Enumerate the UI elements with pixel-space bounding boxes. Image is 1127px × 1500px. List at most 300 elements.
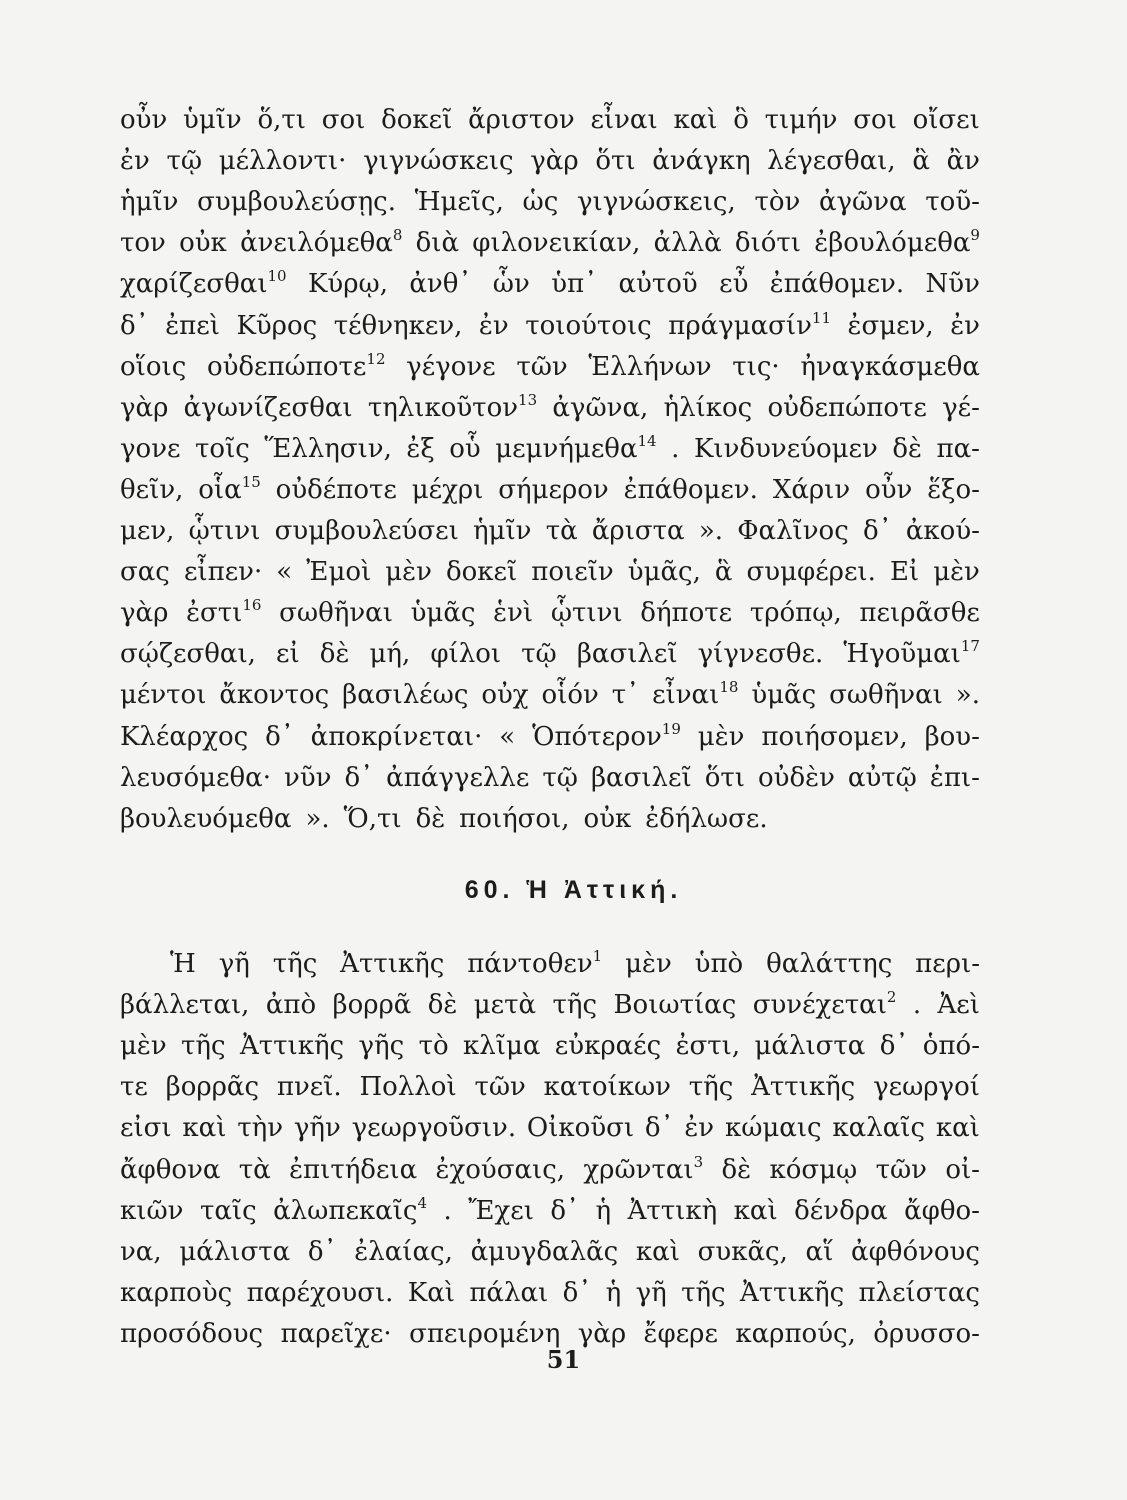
word: [936, 1108, 980, 1148]
word: [577, 634, 678, 674]
word: [474, 1067, 525, 1107]
word-text: ἀλωπεκαῖς: [273, 1195, 418, 1226]
word: [344, 758, 373, 798]
word-text: συνέχεται: [752, 990, 887, 1021]
word-text: πλείστας: [858, 1277, 980, 1308]
word: [950, 306, 980, 346]
text-line: [120, 223, 980, 263]
word-text: μή,: [369, 639, 411, 670]
word: [735, 223, 801, 263]
text-line: [120, 593, 980, 633]
word: [652, 675, 738, 715]
word: [544, 1067, 671, 1107]
word: [240, 223, 402, 263]
word: [698, 717, 745, 757]
word-text: ὑμᾶς,: [627, 557, 701, 588]
text-line: [120, 717, 980, 757]
word: [340, 944, 444, 984]
word: [767, 388, 926, 428]
word: [550, 1191, 579, 1231]
word: [266, 985, 316, 1025]
word-text: ἡμῖν: [472, 516, 532, 546]
text-line: [120, 511, 980, 551]
text-line: [120, 470, 980, 510]
text-line: [120, 799, 980, 839]
word: [761, 717, 907, 757]
word-text: τε: [120, 1072, 148, 1103]
word: [873, 1067, 980, 1107]
word-text: ταῖς: [199, 1195, 257, 1226]
word: [747, 552, 876, 592]
word-text: πνεῖ.: [276, 1072, 342, 1103]
text-line: [120, 1232, 980, 1272]
word-text: λέγεσθαι,: [767, 146, 896, 177]
text-line: [120, 1273, 980, 1313]
word: [493, 264, 530, 304]
text-line: [120, 264, 980, 304]
word: [705, 758, 745, 798]
word-text: οὐδέποτε: [275, 474, 397, 505]
word-text: ».: [698, 516, 723, 546]
word: [751, 1067, 855, 1107]
word-text: πάντοθεν: [467, 949, 593, 979]
word-text: ἐλαίας,: [354, 1236, 453, 1267]
word-text: Ὁπότερον: [532, 721, 662, 752]
word-text: ἃ: [714, 557, 733, 588]
word: [624, 470, 758, 510]
word-text: δοκεῖ: [446, 557, 518, 588]
word-text: ἀγωνίζεσθαι: [183, 392, 353, 423]
word-text: γονε: [120, 433, 181, 464]
word-text: μέντοι: [120, 680, 207, 711]
word: [542, 758, 578, 798]
word: [923, 1026, 980, 1066]
word: [625, 944, 672, 984]
word: [947, 141, 980, 181]
word: [913, 985, 921, 1025]
word: [800, 347, 980, 387]
word-text: Ὅ,τι: [343, 803, 402, 834]
word: [120, 552, 170, 592]
word-text: τηλικοῦτον: [367, 392, 519, 423]
word: [186, 593, 261, 633]
word-text: μέχρι: [411, 474, 484, 505]
word: [937, 429, 980, 469]
word-text: να,: [120, 1236, 162, 1267]
text-line: [120, 141, 980, 181]
word: [750, 593, 842, 633]
word: [859, 1273, 980, 1313]
word: [184, 388, 353, 428]
word: [294, 1108, 341, 1148]
word: [942, 388, 980, 428]
word-text: ἐπιτήδεια: [289, 1154, 418, 1185]
word-text: ἐχούσαις,: [435, 1154, 566, 1185]
word-text: αὐτοῦ: [618, 269, 698, 300]
word-text: δ᾽: [863, 516, 892, 546]
word-text: δ᾽: [550, 1195, 580, 1226]
word-text: ᾧτινι: [188, 516, 261, 546]
word-text: Ἑλλήνων: [588, 351, 712, 382]
word-text: ἡμῖν: [120, 187, 179, 218]
word-text: δὲ: [721, 1154, 752, 1185]
word-text: τὴν: [237, 1113, 284, 1144]
word-text: τῆς: [681, 1277, 726, 1308]
word-text: γιγνώσκεις,: [576, 187, 736, 218]
word-text: Ἡ: [170, 949, 196, 979]
word: [725, 1108, 822, 1148]
word: [240, 1026, 344, 1066]
word: [765, 100, 838, 140]
word-text: ποιήσομεν,: [761, 721, 908, 752]
word: [120, 511, 174, 551]
text-line: [120, 1067, 980, 1107]
word-text: συμβουλεύσει: [274, 516, 459, 546]
word-text: εὐκραές: [554, 1031, 662, 1062]
word-text: προσόδους: [120, 1318, 264, 1349]
word: [179, 1232, 290, 1272]
word-text: σῴζεσθαι,: [120, 639, 256, 670]
word: [652, 141, 750, 181]
word-text: βάλλεται,: [120, 990, 250, 1021]
word: [628, 552, 701, 592]
word: [219, 675, 329, 715]
word-text: οὐδεπώποτε: [767, 392, 927, 423]
word-text: δ᾽: [120, 310, 149, 341]
word: [120, 1150, 220, 1190]
word-text: ἀπάγγελλε: [386, 762, 530, 793]
word-text: πάλαι: [469, 1277, 549, 1308]
word: [120, 306, 149, 346]
word: [363, 141, 514, 181]
word: [284, 758, 331, 798]
word-text: τοῖς: [195, 433, 250, 464]
word-text: .: [443, 1195, 452, 1226]
word: [915, 944, 980, 984]
word: [406, 347, 495, 387]
word: [859, 593, 979, 633]
word-text: γὰρ: [577, 1318, 627, 1349]
word: [495, 429, 656, 469]
word: [664, 388, 753, 428]
word-text: τ᾽: [611, 680, 640, 711]
word: [596, 1191, 612, 1231]
word: [769, 1150, 857, 1190]
word-text: βορρᾶ: [332, 990, 412, 1021]
text-line: [120, 634, 980, 674]
word-text: χαρίζεσθαι: [120, 269, 268, 300]
word-text: συκᾶς,: [697, 1236, 788, 1267]
word: [430, 634, 501, 674]
word-text: ἐστι: [186, 598, 243, 629]
word: [467, 944, 602, 984]
word-text: Οἰκοῦσι: [526, 1113, 635, 1144]
word: [419, 1026, 449, 1066]
footnote-marker: 19: [661, 719, 681, 738]
word-text: δοκεῖ: [381, 105, 453, 135]
word-text: πα-: [936, 433, 980, 464]
word-text: δὲ: [427, 990, 458, 1021]
word-text: ὡς: [522, 187, 559, 218]
text-line: [120, 1108, 980, 1148]
word-text: ἐν: [684, 1113, 715, 1144]
word-text: φίλοι: [430, 639, 502, 670]
word: [179, 223, 227, 263]
word-text: Ἐμοὶ: [306, 557, 372, 588]
word-text: παρεῖχε·: [280, 1318, 392, 1349]
word-text: ἡ: [605, 1277, 622, 1308]
word: [468, 1191, 534, 1231]
word-text: σοι: [853, 105, 897, 135]
word-text: Νῦν: [925, 269, 980, 300]
word: [584, 799, 632, 839]
word: [577, 182, 736, 222]
word-text: τοῦ-: [925, 187, 980, 218]
word-text: τῷ: [166, 146, 203, 177]
word: [945, 1150, 980, 1190]
word: [499, 717, 515, 757]
word: [468, 100, 575, 140]
word-text: Κῦρος: [236, 310, 318, 341]
word: [636, 1232, 680, 1272]
word: [563, 1273, 592, 1313]
word: [628, 1191, 718, 1231]
word-text: ἄριστον: [468, 105, 575, 135]
word-text: δ᾽: [344, 762, 374, 793]
word: [472, 223, 640, 263]
word: [890, 552, 919, 592]
word-text: σωθῆναι: [279, 598, 393, 629]
word-text: σήμερον: [498, 474, 609, 505]
word: [671, 429, 679, 469]
word: [606, 1273, 622, 1313]
word-text: ἂν: [946, 146, 980, 177]
word-text: Κινδυνεύομεν: [694, 433, 878, 464]
word-text: οὐδεπώποτε: [206, 351, 367, 382]
word-text: ὑπὸ: [694, 949, 744, 979]
word: [733, 100, 749, 140]
word-text: δ᾽: [265, 721, 294, 752]
word: [197, 182, 396, 222]
word: [308, 264, 388, 304]
word-text: τῆς: [688, 1072, 734, 1103]
word: [170, 944, 196, 984]
word-text: ἀνειλόμεθα: [240, 228, 393, 259]
word-text: οὖν: [120, 105, 168, 135]
word-text: μὲν: [120, 1031, 167, 1062]
word: [551, 264, 597, 304]
word: [120, 985, 249, 1025]
word-text: οἴσει: [912, 105, 980, 135]
word: [181, 1026, 226, 1066]
word: [411, 593, 476, 633]
word: [415, 182, 504, 222]
word-text: οὐκ: [179, 228, 227, 259]
word: [530, 141, 578, 181]
word-text: Ἕλλησιν,: [264, 433, 392, 464]
word: [848, 758, 917, 798]
word: [276, 634, 300, 674]
word-text: θαλάττης: [766, 949, 893, 979]
footnote-marker: 9: [970, 226, 980, 245]
word: [865, 470, 912, 510]
word: [120, 264, 287, 304]
word-text: καὶ: [182, 1113, 227, 1144]
word: [806, 1232, 834, 1272]
text-line: [120, 758, 980, 798]
footnote-marker: 16: [242, 596, 262, 615]
word: [832, 1108, 925, 1148]
word-text: μάλιστα: [754, 1031, 866, 1062]
word: [863, 511, 892, 551]
word: [698, 1232, 788, 1272]
word-text: βουλευόμεθα: [120, 803, 292, 834]
word: [120, 141, 150, 181]
text-line: [120, 1150, 980, 1190]
word: [753, 985, 897, 1025]
word: [913, 100, 980, 140]
word-text: χρῶνται: [583, 1154, 694, 1185]
word: [416, 223, 459, 263]
word-text: συμφέρει.: [746, 557, 876, 588]
word-text: γῆ: [218, 949, 250, 979]
word-text: Ἀττικῆς: [239, 1031, 345, 1062]
word-text: ».: [955, 680, 980, 711]
word: [758, 758, 835, 798]
word: [754, 182, 800, 222]
word: [120, 675, 206, 715]
word: [906, 511, 980, 551]
word-text: τῶν: [516, 351, 568, 382]
word-text: δ᾽: [307, 1236, 337, 1267]
word-text: ἐδήλωσε.: [645, 803, 768, 834]
word: [120, 100, 167, 140]
word-text: μεν,: [120, 516, 175, 546]
word-text: τὸν: [754, 187, 801, 218]
word: [689, 1067, 734, 1107]
word-text: βασιλεῖ: [576, 639, 678, 670]
word: [695, 944, 744, 984]
word: [843, 634, 980, 674]
word: [333, 985, 412, 1025]
word: [207, 347, 386, 387]
word-text: Ἀττικῆς: [740, 1277, 845, 1308]
word: [381, 100, 452, 140]
word: [767, 141, 895, 181]
word: [591, 758, 692, 798]
word: [719, 264, 748, 304]
word-text: ἐστι,: [675, 1031, 741, 1062]
word-text: δὲ: [319, 639, 350, 670]
word-text: Ἀττικῆς: [751, 1072, 856, 1103]
word: [189, 511, 261, 551]
word: [237, 1108, 283, 1148]
word-text: γὰρ: [530, 146, 579, 177]
word-text: δ᾽: [644, 1113, 674, 1144]
word: [275, 511, 459, 551]
word-text: δήποτε: [640, 598, 733, 629]
word-text: τὸ: [418, 1031, 449, 1062]
word-text: ἀφθόνους: [851, 1236, 980, 1267]
word: [276, 470, 397, 510]
word-text: ὃ: [733, 105, 749, 135]
word-text: ἐπεὶ: [165, 310, 220, 341]
text-line: [120, 182, 980, 222]
text-line: [120, 100, 980, 140]
word: [120, 1067, 148, 1107]
word: [583, 1150, 703, 1190]
word: [406, 429, 434, 469]
word: [370, 634, 411, 674]
word: [120, 1191, 183, 1231]
word-text: οἷόν: [541, 680, 599, 711]
word-text: λευσόμεθα·: [120, 762, 271, 793]
word: [613, 985, 736, 1025]
word-text: Φαλῖνος: [737, 516, 849, 546]
word-text: δὲ: [415, 803, 446, 834]
word-text: ἀνάγκη: [652, 146, 751, 177]
word: [737, 511, 849, 551]
word-text: ἄριστα: [591, 516, 685, 546]
word: [236, 306, 317, 346]
word-text: τῆς: [272, 949, 318, 979]
word-text: μεμνήμεθα: [495, 433, 638, 464]
word-text: πειρᾶσθε: [859, 598, 980, 629]
word-text: ἔφερε: [643, 1318, 718, 1349]
word-text: καὶ: [635, 1236, 680, 1267]
word: [794, 1191, 887, 1231]
word: [352, 1108, 517, 1148]
word-text: «: [276, 557, 293, 588]
footnote-marker: 13: [518, 390, 538, 409]
word: [257, 100, 306, 140]
word: [829, 675, 943, 715]
word-text: σας: [120, 557, 170, 588]
word: [619, 264, 698, 304]
word-text: ποιεῖν: [531, 557, 614, 588]
word: [592, 511, 685, 551]
footnote-marker: 10: [267, 267, 287, 286]
word: [289, 1150, 417, 1190]
word-text: ὅ,τι: [257, 105, 306, 135]
word: [436, 1150, 566, 1190]
word: [446, 552, 517, 592]
word: [498, 470, 608, 510]
word: [198, 470, 261, 510]
footnote-marker: 2: [886, 988, 897, 1007]
word-text: ἐν: [478, 310, 509, 341]
word-text: ἀγῶνα,: [552, 392, 649, 423]
word: [734, 1191, 778, 1231]
word: [755, 1026, 866, 1066]
word-text: γῆ: [635, 1277, 667, 1308]
word: [342, 675, 468, 715]
word: [927, 470, 980, 510]
word-text: τον: [120, 228, 166, 259]
word-text: μετὰ: [473, 990, 537, 1021]
word: [531, 552, 613, 592]
word-text: οὖν: [865, 474, 913, 505]
word-text: ἐπάθομεν.: [769, 269, 905, 300]
word-text: ἡλίκος: [663, 392, 753, 423]
word: [588, 347, 711, 387]
word: [773, 470, 850, 510]
word-text: γέγονε: [406, 351, 496, 382]
word: [463, 1026, 540, 1066]
word-text: ὑπ᾽: [551, 269, 598, 300]
word-text: αὐτῷ: [847, 762, 917, 793]
word: [120, 347, 186, 387]
